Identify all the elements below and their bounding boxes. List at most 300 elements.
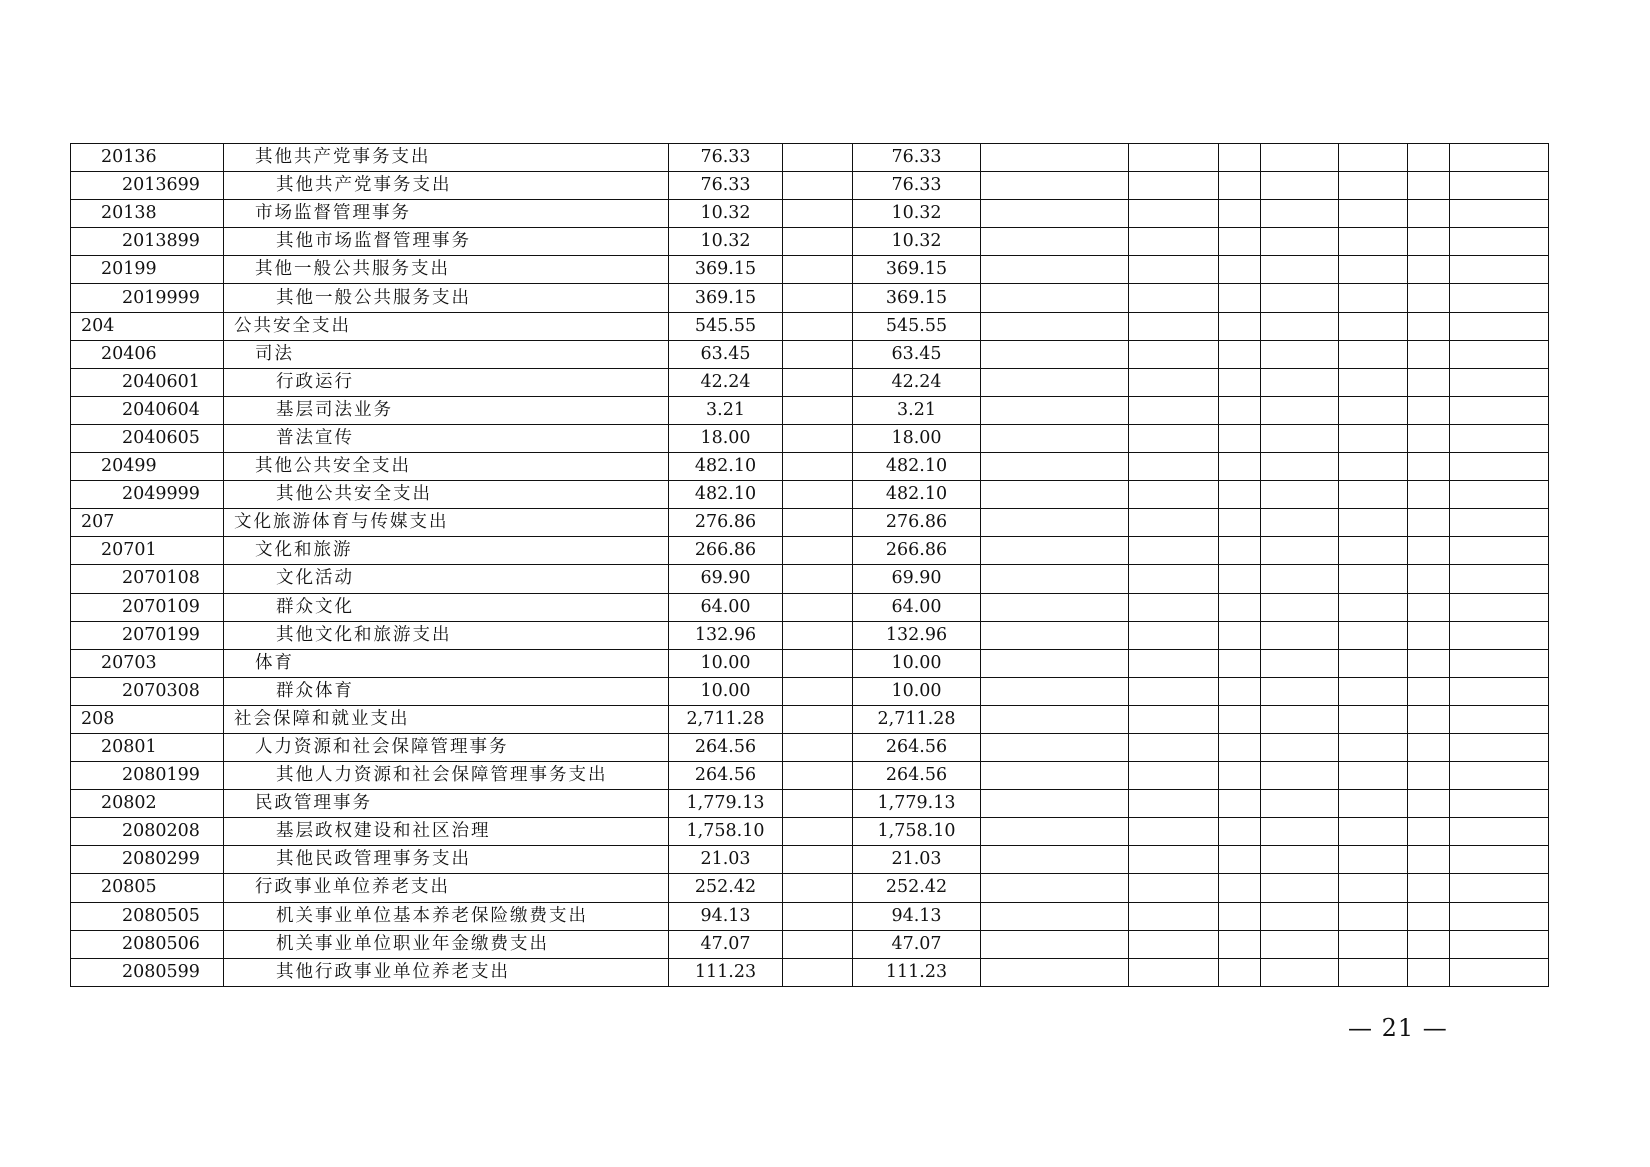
cell-empty (1261, 340, 1339, 368)
cell-project: 21.03 (853, 846, 981, 874)
cell-empty (1450, 453, 1549, 481)
cell-empty (1450, 790, 1549, 818)
cell-project: 482.10 (853, 453, 981, 481)
cell-empty (1261, 705, 1339, 733)
cell-empty (1450, 677, 1549, 705)
cell-empty (1408, 846, 1450, 874)
cell-code: 2080506 (71, 930, 224, 958)
cell-empty (1450, 818, 1549, 846)
cell-empty (1129, 818, 1219, 846)
table-row (71, 256, 1549, 284)
cell-name: 文化活动 (224, 565, 669, 593)
cell-project: 64.00 (853, 593, 981, 621)
cell-project: 94.13 (853, 902, 981, 930)
cell-project: 264.56 (853, 733, 981, 761)
cell-empty (1408, 818, 1450, 846)
cell-basic (783, 228, 853, 256)
cell-empty (1219, 565, 1261, 593)
cell-name: 其他文化和旅游支出 (224, 621, 669, 649)
cell-basic (783, 846, 853, 874)
cell-empty (981, 649, 1129, 677)
cell-empty (1408, 649, 1450, 677)
cell-name: 其他人力资源和社会保障管理事务支出 (224, 762, 669, 790)
cell-empty (1219, 818, 1261, 846)
table-row (71, 790, 1549, 818)
cell-name: 司法 (224, 340, 669, 368)
cell-empty (1219, 537, 1261, 565)
table-row (71, 930, 1549, 958)
cell-name: 公共安全支出 (224, 312, 669, 340)
cell-basic (783, 368, 853, 396)
cell-project: 42.24 (853, 368, 981, 396)
cell-empty (1261, 677, 1339, 705)
cell-empty (1408, 874, 1450, 902)
cell-name: 基层政权建设和社区治理 (224, 818, 669, 846)
cell-empty (1129, 762, 1219, 790)
cell-empty (1408, 144, 1450, 172)
cell-empty (1129, 481, 1219, 509)
cell-empty (1219, 481, 1261, 509)
table-row (71, 677, 1549, 705)
cell-code: 2019999 (71, 284, 224, 312)
table-row (71, 593, 1549, 621)
cell-code: 2080505 (71, 902, 224, 930)
cell-empty (1450, 621, 1549, 649)
table-row (71, 368, 1549, 396)
cell-empty (1219, 930, 1261, 958)
cell-empty (1339, 200, 1408, 228)
cell-total: 76.33 (669, 172, 783, 200)
cell-empty (1261, 818, 1339, 846)
cell-total: 94.13 (669, 902, 783, 930)
cell-basic (783, 396, 853, 424)
cell-empty (981, 537, 1129, 565)
cell-empty (1408, 200, 1450, 228)
cell-empty (1129, 846, 1219, 874)
cell-empty (1450, 481, 1549, 509)
cell-name: 文化旅游体育与传媒支出 (224, 509, 669, 537)
cell-empty (981, 396, 1129, 424)
cell-empty (1339, 284, 1408, 312)
cell-empty (1261, 846, 1339, 874)
cell-empty (1219, 846, 1261, 874)
cell-empty (1339, 705, 1408, 733)
cell-empty (1261, 621, 1339, 649)
cell-code: 204 (71, 312, 224, 340)
cell-project: 10.32 (853, 228, 981, 256)
cell-total: 264.56 (669, 762, 783, 790)
cell-empty (1408, 537, 1450, 565)
cell-empty (1450, 228, 1549, 256)
cell-empty (1261, 228, 1339, 256)
cell-empty (1408, 733, 1450, 761)
cell-basic (783, 453, 853, 481)
table-row (71, 340, 1549, 368)
cell-basic (783, 818, 853, 846)
cell-project: 545.55 (853, 312, 981, 340)
cell-code: 2040604 (71, 396, 224, 424)
table-row (71, 396, 1549, 424)
table-row (71, 733, 1549, 761)
table-row (71, 481, 1549, 509)
page-number: — 21 — (1348, 1014, 1448, 1042)
cell-basic (783, 537, 853, 565)
cell-empty (981, 424, 1129, 452)
cell-code: 20138 (71, 200, 224, 228)
cell-name: 其他一般公共服务支出 (224, 284, 669, 312)
cell-empty (981, 846, 1129, 874)
cell-empty (1219, 312, 1261, 340)
cell-basic (783, 958, 853, 986)
cell-empty (1408, 705, 1450, 733)
cell-empty (1339, 930, 1408, 958)
cell-empty (1408, 396, 1450, 424)
cell-empty (1261, 790, 1339, 818)
cell-empty (1450, 733, 1549, 761)
cell-empty (1219, 621, 1261, 649)
cell-empty (1219, 172, 1261, 200)
cell-name: 其他公共安全支出 (224, 453, 669, 481)
cell-empty (981, 621, 1129, 649)
cell-empty (1129, 509, 1219, 537)
cell-basic (783, 677, 853, 705)
cell-empty (1339, 396, 1408, 424)
cell-empty (1408, 565, 1450, 593)
cell-empty (1219, 649, 1261, 677)
cell-empty (981, 593, 1129, 621)
cell-empty (1408, 256, 1450, 284)
cell-name: 群众文化 (224, 593, 669, 621)
cell-empty (981, 284, 1129, 312)
cell-empty (1219, 228, 1261, 256)
cell-code: 20802 (71, 790, 224, 818)
cell-empty (1219, 396, 1261, 424)
cell-empty (1129, 902, 1219, 930)
cell-empty (1261, 649, 1339, 677)
cell-empty (1261, 565, 1339, 593)
cell-name: 社会保障和就业支出 (224, 705, 669, 733)
cell-empty (1339, 509, 1408, 537)
cell-project: 10.32 (853, 200, 981, 228)
table-body (71, 144, 1549, 987)
cell-basic (783, 340, 853, 368)
cell-empty (1339, 340, 1408, 368)
cell-basic (783, 256, 853, 284)
cell-name: 其他一般公共服务支出 (224, 256, 669, 284)
cell-empty (1450, 846, 1549, 874)
cell-empty (981, 481, 1129, 509)
cell-project: 10.00 (853, 677, 981, 705)
cell-name: 其他民政管理事务支出 (224, 846, 669, 874)
cell-empty (1408, 593, 1450, 621)
cell-project: 10.00 (853, 649, 981, 677)
cell-empty (1261, 537, 1339, 565)
cell-empty (1219, 902, 1261, 930)
cell-basic (783, 649, 853, 677)
cell-empty (1261, 396, 1339, 424)
cell-empty (1339, 228, 1408, 256)
cell-total: 42.24 (669, 368, 783, 396)
cell-empty (1219, 200, 1261, 228)
table-row (71, 874, 1549, 902)
cell-name: 行政事业单位养老支出 (224, 874, 669, 902)
cell-empty (1129, 593, 1219, 621)
cell-name: 人力资源和社会保障管理事务 (224, 733, 669, 761)
cell-empty (981, 172, 1129, 200)
cell-empty (1129, 340, 1219, 368)
cell-project: 132.96 (853, 621, 981, 649)
cell-empty (981, 902, 1129, 930)
cell-basic (783, 930, 853, 958)
cell-basic (783, 593, 853, 621)
cell-code: 2070199 (71, 621, 224, 649)
cell-total: 2,711.28 (669, 705, 783, 733)
cell-basic (783, 144, 853, 172)
cell-name: 行政运行 (224, 368, 669, 396)
cell-name: 基层司法业务 (224, 396, 669, 424)
cell-empty (1261, 593, 1339, 621)
cell-empty (1339, 593, 1408, 621)
cell-empty (1450, 902, 1549, 930)
cell-empty (1408, 677, 1450, 705)
cell-empty (981, 312, 1129, 340)
cell-empty (981, 228, 1129, 256)
table-row (71, 846, 1549, 874)
cell-name: 普法宣传 (224, 424, 669, 452)
cell-basic (783, 200, 853, 228)
cell-name: 其他共产党事务支出 (224, 172, 669, 200)
cell-code: 20406 (71, 340, 224, 368)
cell-empty (1129, 677, 1219, 705)
cell-total: 10.32 (669, 228, 783, 256)
table-row (71, 705, 1549, 733)
cell-empty (1450, 340, 1549, 368)
cell-name: 市场监督管理事务 (224, 200, 669, 228)
cell-empty (1339, 453, 1408, 481)
cell-empty (1408, 172, 1450, 200)
cell-name: 其他行政事业单位养老支出 (224, 958, 669, 986)
cell-empty (1408, 284, 1450, 312)
cell-name: 体育 (224, 649, 669, 677)
table-row (71, 284, 1549, 312)
cell-basic (783, 284, 853, 312)
cell-empty (1339, 565, 1408, 593)
cell-total: 18.00 (669, 424, 783, 452)
cell-project: 2,711.28 (853, 705, 981, 733)
cell-basic (783, 762, 853, 790)
table-row (71, 509, 1549, 537)
cell-empty (1450, 368, 1549, 396)
table-row (71, 902, 1549, 930)
cell-total: 252.42 (669, 874, 783, 902)
cell-empty (1261, 509, 1339, 537)
cell-total: 369.15 (669, 256, 783, 284)
cell-code: 2080599 (71, 958, 224, 986)
cell-empty (981, 144, 1129, 172)
cell-total: 132.96 (669, 621, 783, 649)
cell-total: 10.00 (669, 649, 783, 677)
cell-empty (1339, 733, 1408, 761)
table-row (71, 621, 1549, 649)
cell-empty (1450, 593, 1549, 621)
cell-empty (1219, 256, 1261, 284)
cell-empty (1339, 537, 1408, 565)
cell-project: 482.10 (853, 481, 981, 509)
cell-total: 1,758.10 (669, 818, 783, 846)
cell-empty (981, 818, 1129, 846)
cell-empty (1339, 424, 1408, 452)
cell-empty (1450, 930, 1549, 958)
cell-empty (1129, 790, 1219, 818)
cell-empty (1219, 509, 1261, 537)
cell-empty (1450, 565, 1549, 593)
table-row (71, 424, 1549, 452)
cell-empty (1408, 481, 1450, 509)
cell-code: 20136 (71, 144, 224, 172)
cell-name: 民政管理事务 (224, 790, 669, 818)
cell-code: 2080299 (71, 846, 224, 874)
cell-empty (981, 958, 1129, 986)
cell-name: 其他市场监督管理事务 (224, 228, 669, 256)
cell-empty (1450, 284, 1549, 312)
cell-empty (1450, 200, 1549, 228)
cell-project: 252.42 (853, 874, 981, 902)
cell-empty (1261, 733, 1339, 761)
cell-basic (783, 733, 853, 761)
cell-empty (1339, 790, 1408, 818)
cell-empty (1339, 621, 1408, 649)
cell-project: 276.86 (853, 509, 981, 537)
cell-empty (1219, 705, 1261, 733)
cell-total: 545.55 (669, 312, 783, 340)
cell-empty (1408, 228, 1450, 256)
cell-total: 64.00 (669, 593, 783, 621)
cell-basic (783, 902, 853, 930)
cell-empty (1219, 874, 1261, 902)
table-row (71, 649, 1549, 677)
cell-total: 3.21 (669, 396, 783, 424)
cell-empty (1408, 368, 1450, 396)
cell-empty (981, 200, 1129, 228)
cell-empty (1219, 368, 1261, 396)
cell-empty (1339, 958, 1408, 986)
cell-basic (783, 509, 853, 537)
cell-code: 2013899 (71, 228, 224, 256)
cell-empty (981, 565, 1129, 593)
cell-empty (1129, 368, 1219, 396)
cell-empty (1129, 256, 1219, 284)
cell-empty (1261, 172, 1339, 200)
cell-empty (1339, 902, 1408, 930)
cell-empty (1261, 930, 1339, 958)
cell-empty (1450, 172, 1549, 200)
cell-project: 369.15 (853, 256, 981, 284)
cell-empty (1450, 958, 1549, 986)
cell-basic (783, 621, 853, 649)
cell-empty (1408, 790, 1450, 818)
cell-empty (1450, 649, 1549, 677)
cell-basic (783, 705, 853, 733)
cell-empty (1219, 424, 1261, 452)
cell-empty (981, 453, 1129, 481)
cell-total: 63.45 (669, 340, 783, 368)
cell-empty (1129, 228, 1219, 256)
cell-empty (1339, 368, 1408, 396)
cell-empty (981, 340, 1129, 368)
cell-code: 20703 (71, 649, 224, 677)
cell-empty (1408, 958, 1450, 986)
cell-empty (1450, 762, 1549, 790)
cell-empty (1450, 144, 1549, 172)
cell-code: 2040605 (71, 424, 224, 452)
cell-empty (1261, 144, 1339, 172)
cell-empty (1261, 958, 1339, 986)
table-row (71, 144, 1549, 172)
cell-empty (1339, 677, 1408, 705)
cell-empty (1129, 200, 1219, 228)
cell-project: 264.56 (853, 762, 981, 790)
table-row (71, 200, 1549, 228)
cell-empty (1219, 677, 1261, 705)
cell-total: 111.23 (669, 958, 783, 986)
cell-basic (783, 481, 853, 509)
cell-empty (1339, 818, 1408, 846)
cell-total: 10.00 (669, 677, 783, 705)
cell-empty (1408, 762, 1450, 790)
cell-empty (1219, 958, 1261, 986)
cell-empty (1129, 312, 1219, 340)
cell-empty (1261, 481, 1339, 509)
cell-empty (1261, 424, 1339, 452)
cell-empty (1129, 172, 1219, 200)
cell-empty (1261, 902, 1339, 930)
cell-empty (1450, 424, 1549, 452)
cell-empty (1408, 902, 1450, 930)
cell-total: 266.86 (669, 537, 783, 565)
cell-basic (783, 874, 853, 902)
cell-empty (1408, 930, 1450, 958)
cell-name: 其他共产党事务支出 (224, 144, 669, 172)
cell-name: 其他公共安全支出 (224, 481, 669, 509)
cell-empty (1408, 621, 1450, 649)
cell-empty (981, 509, 1129, 537)
cell-total: 1,779.13 (669, 790, 783, 818)
cell-empty (981, 256, 1129, 284)
cell-total: 264.56 (669, 733, 783, 761)
cell-code: 2070109 (71, 593, 224, 621)
cell-empty (1129, 144, 1219, 172)
cell-code: 2070308 (71, 677, 224, 705)
cell-total: 276.86 (669, 509, 783, 537)
cell-empty (1219, 284, 1261, 312)
cell-empty (1129, 621, 1219, 649)
cell-code: 2080208 (71, 818, 224, 846)
cell-basic (783, 565, 853, 593)
cell-empty (1219, 593, 1261, 621)
cell-code: 2040601 (71, 368, 224, 396)
cell-empty (1129, 537, 1219, 565)
cell-project: 266.86 (853, 537, 981, 565)
cell-empty (981, 790, 1129, 818)
cell-empty (1339, 762, 1408, 790)
cell-empty (1219, 790, 1261, 818)
cell-total: 76.33 (669, 144, 783, 172)
cell-name: 文化和旅游 (224, 537, 669, 565)
table-row (71, 762, 1549, 790)
cell-code: 2013699 (71, 172, 224, 200)
cell-project: 76.33 (853, 144, 981, 172)
cell-empty (1129, 733, 1219, 761)
